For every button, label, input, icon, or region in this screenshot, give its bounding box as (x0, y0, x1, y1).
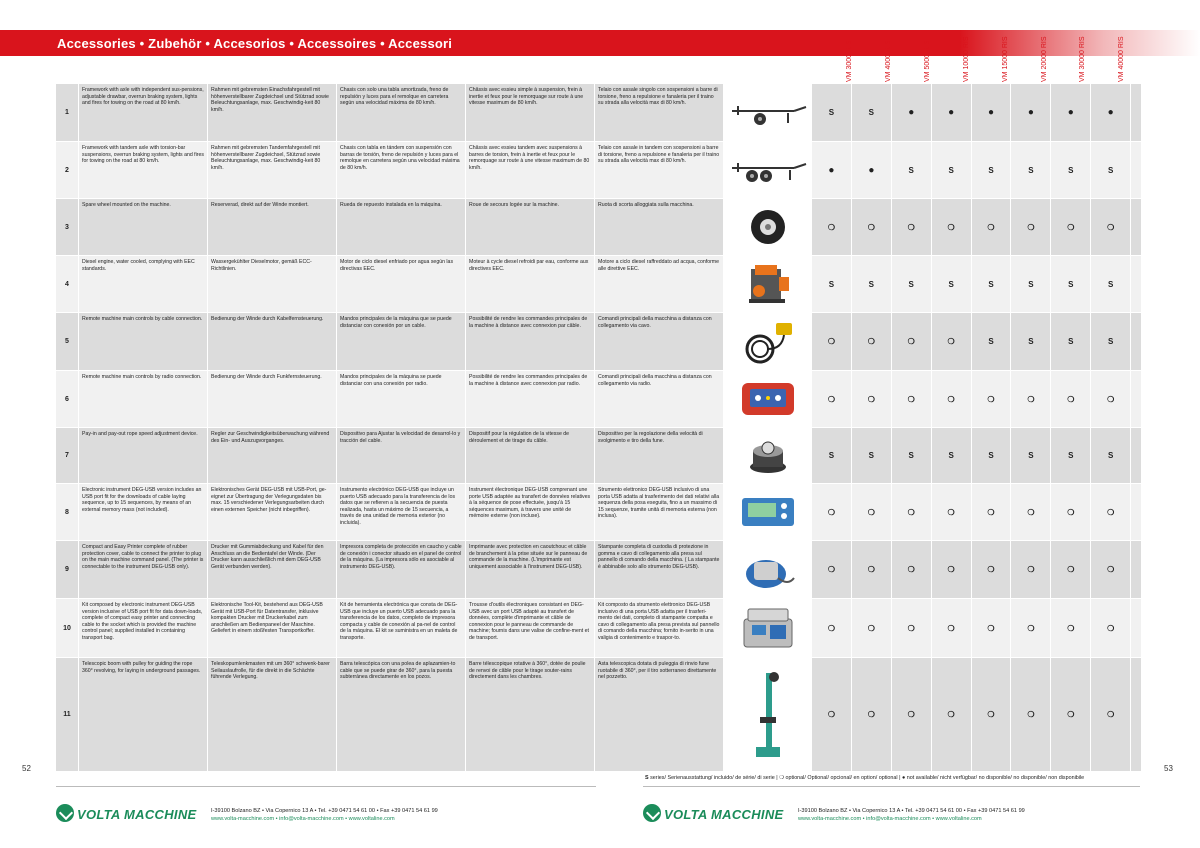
model-column-header (1026, 36, 1064, 82)
availability-cell: ❍ (972, 484, 1012, 540)
availability-cell: ❍ (1011, 658, 1051, 771)
description-es: Rueda de repuesto instalada en la máquina. (337, 199, 466, 255)
footer-address: I-39100 Bolzano BZ • Via Copernico 13 A • Tel. +39 0471 54 61 00 • Fax +39 0471 54 61 99 (211, 808, 438, 814)
description-fr: Trousse d'outils électroniques consistant en DEG-USB avec un port USB adapté au transfert de données, complète d'imprimante et câble de connexion pour le panneau de commande de machine; fournis dans une valise de confine-ment et de transport. (466, 599, 595, 657)
description-de: Drucker mit Gummiabdeckung und Kabel für den Anschluss an die Bedientafel der Winde. (Der Drucker kann ausschließlich mit dem DEG-USB Gerät verbunden werden). (208, 541, 337, 598)
availability-cell: ❍ (1091, 599, 1131, 657)
model-column-header (948, 36, 986, 82)
description-de: Regler zur Geschwindigkeitsüberwachung während des Ein- und Auszugvorganges. (208, 428, 337, 483)
legend-series-symbol: S (645, 775, 649, 781)
availability-cell: ❍ (1051, 199, 1091, 255)
table-row (56, 84, 1141, 142)
table-row (56, 142, 1141, 199)
description-de: Rahmen mit gebremsten Tandemfahrgestell mit höhenverstellbarer Zugdeichsel, Stützrad sowie Beleuchtungsanlage, max. Geschwindig-keit 80 km/h. (208, 142, 337, 198)
model-column-header (1064, 36, 1102, 82)
availability-cell: S (812, 428, 852, 483)
availability-cell: ❍ (1011, 541, 1051, 598)
description-it: Telaio con assale in tandem con sospensioni a barre di torsione, freno a repulsione e fanaleria per il traino su strada alla velocità max di 80 km/h. (595, 142, 724, 198)
footer-left (56, 802, 576, 830)
availability-cell: ● (1091, 84, 1131, 141)
availability-cell: ❍ (1091, 658, 1131, 771)
availability-cell: ● (1011, 84, 1051, 141)
table-row (56, 541, 1141, 599)
availability-cell: ❍ (812, 658, 852, 771)
model-name: VM 40000 RIS (1118, 36, 1126, 82)
availability-cell: S (852, 256, 892, 312)
description-en: Kit composed by electronic instrument DEG-USB version inclusive of USB port fit for data down-loads, complete of compact easy printer and connecting cable to the socket which is provided the machine control panel; supplied installed in containing transport bag. (79, 599, 208, 657)
description-en: Electronic instrument DEG-USB version includes an USB port fit for the downloads of cable laying sequence, up to 15 sequences, by means of an external memory mass (not included). (79, 484, 208, 540)
row-number: 10 (56, 599, 79, 657)
model-name: VM 20000 RIS (1040, 36, 1048, 82)
availability-cell: ● (1051, 84, 1091, 141)
availability-cell: ❍ (932, 658, 972, 771)
description-it: Strumento elettronico DEG-USB inclusivo di una porta USB adatta al trasferimento dei dati relativi alla sequenza della posa eseguita, fino a un massimo di 15 sequenze, tramite unità di memoria esterna (non inclusa). (595, 484, 724, 540)
page-number-left: 52 (22, 764, 31, 773)
availability-cell: ● (932, 84, 972, 141)
availability-cell: ❍ (1011, 599, 1051, 657)
availability-cell: ❍ (892, 541, 932, 598)
compact-printer-icon (724, 541, 812, 598)
description-it: Motore a ciclo diesel raffreddato ad acqua, conforme alle direttive EEC. (595, 256, 724, 312)
availability-cell: ● (972, 84, 1012, 141)
description-fr: Dispositif pour la régulation de la vitesse de déroulement et de tirage du câble. (466, 428, 595, 483)
description-it: Kit composto da strumento elettronico DEG-USB inclusivo di una porta USB adatta per il trasferi-mento dei dati, completo di stampante compatta e cavo di collegamento alla presa prevista sul pannello di comando della macchina; fornito in-serito in una valigia di contenimento e traspor-to. (595, 599, 724, 657)
availability-cell: ● (892, 84, 932, 141)
description-fr: Barre télescopique rotative à 360°, dotée de poulie de renvoi de câble pour le tirage souter-rains directement dans les chambres. (466, 658, 595, 771)
availability-cell: ❍ (932, 371, 972, 427)
availability-cell: S (892, 256, 932, 312)
availability-cell: S (1011, 428, 1051, 483)
availability-cell: ❍ (972, 199, 1012, 255)
availability-cell: ❍ (852, 313, 892, 370)
row-number: 6 (56, 371, 79, 427)
availability-cell: ❍ (852, 199, 892, 255)
description-fr: Imprimante avec protection en caoutchouc et câble de branchement à la prise située sur le panneau de commande de la machine. (L'imprimante est uniquement associable à l'instrument DEG-USB). (466, 541, 595, 598)
description-it: Comandi principali della macchina a distanza con collegamento via radio. (595, 371, 724, 427)
availability-cell: ❍ (1091, 484, 1131, 540)
availability-cell: ● (852, 142, 892, 198)
row-number: 2 (56, 142, 79, 198)
availability-cell: S (812, 256, 852, 312)
legend-optional-symbol: ❍ (779, 775, 784, 781)
tandem-axle-trailer-icon (724, 142, 812, 198)
availability-cell: S (1011, 142, 1051, 198)
description-en: Spare wheel mounted on the machine. (79, 199, 208, 255)
model-name: VM 15000 RIS (1001, 36, 1009, 82)
availability-cell: ❍ (812, 484, 852, 540)
description-es: Dispositivo para Ajustar la velocidad de desarrol-lo y tracción del cable. (337, 428, 466, 483)
availability-cell: S (932, 142, 972, 198)
availability-cell: ❍ (852, 658, 892, 771)
availability-cell: ❍ (1091, 371, 1131, 427)
description-it: Asta telescopica dotata di puleggia di rinvio fune ruotabile di 360°, per il tiro sotterraneo direttamente nel pozzetto. (595, 658, 724, 771)
availability-cell: ❍ (852, 371, 892, 427)
description-en: Framework with tandem axle with torsion-bar suspensions, overrun braking system, lights and fires for towing on the road at 80 km/h. (79, 142, 208, 198)
description-en: Framework with axle with independent sus-pensions, adjustable drawbar, overrun braking system, lights and fires for towing on the road at 80 km/h. (79, 84, 208, 141)
row-number: 4 (56, 256, 79, 312)
radio-remote-icon (724, 371, 812, 427)
legend-na-text: not available/ nicht verfügbar/ no disponible/ no disponible/ non disponibile (905, 775, 1085, 781)
availability-cell: ❍ (1051, 599, 1091, 657)
description-es: Barra telescópica con una polea de aplazamien-to cable que se puede girar de 360°, para la puesta subterránea directamente en los pozos. (337, 658, 466, 771)
description-es: Impresora completa de protección en caucho y cable de conexión i conector situado en el panel de control de la máquina. (La impresora sólo es asociable al instrumento DEG-USB). (337, 541, 466, 598)
availability-cell: ❍ (1051, 484, 1091, 540)
model-name: VM 3000 RIS (846, 40, 853, 82)
description-en: Compact and Easy Printer complete of rubber protection cover, cable to connect the printer to plug on the main machine command panel. (The printer is connectable to the instrument DEG-USB only). (79, 541, 208, 598)
model-column-header (987, 36, 1025, 82)
availability-cell: S (852, 428, 892, 483)
description-it: Comandi principali della macchina a distanza con collegamento via cavo. (595, 313, 724, 370)
model-name: VM 10000 RIS (962, 36, 970, 82)
availability-cell: ❍ (932, 313, 972, 370)
availability-cell: S (892, 142, 932, 198)
description-es: Mandos principales de la máquina que se puede distanciar con conexión por un cable. (337, 313, 466, 370)
legend-series-text: series/ Serienausstattung/ incluido/ de série/ di serie | (648, 775, 780, 781)
single-axle-trailer-icon (724, 84, 812, 141)
model-column-header (870, 40, 908, 82)
availability-cell: ❍ (932, 199, 972, 255)
volta-logo-icon (643, 804, 661, 822)
model-column-header (909, 40, 947, 82)
diesel-engine-icon (724, 256, 812, 312)
availability-cell: ❍ (932, 599, 972, 657)
availability-cell: ❍ (1011, 199, 1051, 255)
availability-cell: ❍ (892, 658, 932, 771)
availability-cell: ❍ (972, 599, 1012, 657)
row-number: 7 (56, 428, 79, 483)
description-de: Elektronisches Gerät DEG-USB mit USB-Port, ge-eignet zur Übertragung der Verlegungsdaten bis max. 15 verschiedener Verlegungsarbeiten durch einen externen Speicher (nicht inbegriffen). (208, 484, 337, 540)
availability-cell: ❍ (812, 541, 852, 598)
availability-cell: ❍ (1091, 199, 1131, 255)
availability-cell: S (1051, 428, 1091, 483)
availability-cell: ❍ (852, 484, 892, 540)
availability-cell: S (1091, 428, 1131, 483)
description-it: Telaio con assale singolo con sospensioni a barre di torsione, freno a repulsione e fanaleria per il traino su strada alla velocità max di 80 km/h. (595, 84, 724, 141)
telescopic-boom-icon (724, 658, 812, 771)
availability-cell: ❍ (1011, 484, 1051, 540)
availability-cell: ❍ (1051, 371, 1091, 427)
description-fr: Possibilité de rendre les commandes principales de la machine à distance avec connexion par radio. (466, 371, 595, 427)
availability-cell: ❍ (892, 599, 932, 657)
table-row (56, 658, 1141, 772)
availability-cell: ❍ (812, 599, 852, 657)
availability-cell: S (1091, 313, 1131, 370)
model-name: VM 5000 RIS (923, 40, 931, 82)
table-row (56, 313, 1141, 371)
model-column-header (831, 40, 869, 82)
description-de: Elektronische Tool-Kit, bestehend aus DEG-USB Gerät mit USB-Port für Datentransfer, inklusive kompakten Drucker mit Druckerkabel zum anschließen am Bedienpaneel der Maschine. Geliefert in einem stoßfesten Transportkoffer. (208, 599, 337, 657)
availability-cell: ❍ (812, 199, 852, 255)
footer-address: I-39100 Bolzano BZ • Via Copernico 13 A • Tel. +39 0471 54 61 00 • Fax +39 0471 54 61 99 (798, 808, 1025, 814)
availability-cell: S (1011, 256, 1051, 312)
description-es: Kit de herramienta electrónica que consta de DEG-USB que incluye un puerto USB adecuado para la transferencia de los datos, completo de impresora compacta y cable de conexión al pa-nel de control de la máquina. El kit se suministra en un maleta de transporte. (337, 599, 466, 657)
description-es: Chasis con tabla en tándem con suspensión con barras de torsión, freno de repulsión y luces para el remolque en carretera según una velocidad máxima de 80 km/h. (337, 142, 466, 198)
description-de: Wassergekühlter Dieselmotor, gemäß ECC-Richtlinien. (208, 256, 337, 312)
availability-cell: ❍ (812, 371, 852, 427)
deg-usb-instrument-icon (724, 484, 812, 540)
description-es: Chasis con solo una tabla amortizada, freno de repulsión y luces para el remolque en carretera según una velocidad máxima de 80 km/h. (337, 84, 466, 141)
footer-web: www.volta-macchine.com • info@volta-macchine.com • www.voltaline.com (798, 816, 982, 822)
description-it: Stampante completa di custodia di protezione in gomma e cavo di collegamento alla presa sul pannello di comando della macchina. ( La stampante è abbinabile solo allo strumento DEG-USB). (595, 541, 724, 598)
speed-adjuster-icon (724, 428, 812, 483)
description-en: Pay-in and pay-out rope speed adjustment device. (79, 428, 208, 483)
legend (645, 775, 1084, 781)
availability-cell: S (972, 256, 1012, 312)
table-row (56, 484, 1141, 541)
description-de: Bedienung der Winde durch Funkfernsteuerung. (208, 371, 337, 427)
footer-divider-left (56, 786, 596, 787)
availability-cell: S (1051, 142, 1091, 198)
table-row (56, 428, 1141, 484)
description-fr: Possibilité de rendre les commandes principales de la machine à distance avec connexion par câble. (466, 313, 595, 370)
row-number: 1 (56, 84, 79, 141)
availability-cell: ❍ (972, 371, 1012, 427)
row-number: 8 (56, 484, 79, 540)
availability-cell: ❍ (1051, 658, 1091, 771)
table-row (56, 371, 1141, 428)
description-es: Motor de ciclo diesel enfriado por agua según las directivas EEC. (337, 256, 466, 312)
availability-cell: ❍ (932, 541, 972, 598)
availability-cell: S (972, 142, 1012, 198)
cable-remote-icon (724, 313, 812, 370)
page-title: Accessories • Zubehör • Accesorios • Accessoires • Accessori (57, 36, 453, 51)
footer-web: www.volta-macchine.com • info@volta-macchine.com • www.voltaline.com (211, 816, 395, 822)
availability-cell: S (1051, 313, 1091, 370)
availability-cell: ❍ (892, 313, 932, 370)
footer-divider-right (643, 786, 1140, 787)
row-number: 5 (56, 313, 79, 370)
table-row (56, 256, 1141, 313)
model-name: VM 30000 RIS (1079, 36, 1087, 82)
description-de: Bedienung der Winde durch Kabelfernsteuerung. (208, 313, 337, 370)
availability-cell: ❍ (932, 484, 972, 540)
availability-cell: ❍ (812, 313, 852, 370)
description-es: Instrumento electrónico DEG-USB que incluye un puerto USB adecuado para la transferencia de los datos que se refieren a la secuencia de puesta realizada, hasta un máximo de 15 secuencia, a través de una unidad de memoria exterior (no incluida). (337, 484, 466, 540)
description-en: Diesel engine, water cooled, complying with EEC standards. (79, 256, 208, 312)
description-de: Teleskopumlenkmasten mit um 360° schwenk-barer Seilauslaufrolle, für die direkt in die Schächte führende Verlegung. (208, 658, 337, 771)
model-name: VM 4000 RIS (884, 40, 892, 82)
availability-cell: ❍ (852, 599, 892, 657)
availability-cell: S (892, 428, 932, 483)
description-fr: Moteur à cycle diesel refroidi par eau, conforme aux directives EEC. (466, 256, 595, 312)
brand-name: VOLTA MACCHINE (664, 807, 784, 822)
availability-cell: ❍ (1091, 541, 1131, 598)
legend-na-symbol: ● (901, 775, 906, 781)
availability-cell: S (972, 428, 1012, 483)
availability-cell: S (1051, 256, 1091, 312)
availability-cell: S (932, 256, 972, 312)
availability-cell: ❍ (892, 484, 932, 540)
availability-cell: ❍ (972, 658, 1012, 771)
description-de: Rahmen mit gebremsten Einachsfahrgestell mit höhenverstellbarer Zugdeichsel und Stützrad sowie Beleuchtungsanlage, max. Geschwindig-keit 80 km/h. (208, 84, 337, 141)
availability-cell: ❍ (1011, 371, 1051, 427)
availability-cell: ❍ (972, 541, 1012, 598)
availability-cell: ● (812, 142, 852, 198)
availability-cell: S (852, 84, 892, 141)
description-fr: Châssis avec essieu tandem avec suspensions à barres de torsion, frein à inertie et feux pour le remorquage sur route à une vitesse maximum de 80 km/h. (466, 142, 595, 198)
page-number-right: 53 (1164, 764, 1173, 773)
availability-cell: ❍ (892, 371, 932, 427)
description-fr: Châssis avec essieu simple à suspension, frein à inertie et feux pour le remorquage sur route à une vitesse maximum de 80 km/h. (466, 84, 595, 141)
row-number: 9 (56, 541, 79, 598)
footer-right (643, 802, 1163, 830)
electronic-kit-case-icon (724, 599, 812, 657)
description-en: Remote machine main controls by cable connection. (79, 313, 208, 370)
description-es: Mandos principales de la máquina se puede distanciar con una conexión por radio. (337, 371, 466, 427)
availability-cell: ❍ (1051, 541, 1091, 598)
table-row (56, 599, 1141, 658)
description-en: Telescopic boom with pulley for guiding the rope 360° revolving, for laying in underground passages. (79, 658, 208, 771)
availability-cell: S (1091, 142, 1131, 198)
spare-wheel-icon (724, 199, 812, 255)
availability-cell: S (1091, 256, 1131, 312)
table-row (56, 199, 1141, 256)
availability-cell: ❍ (892, 199, 932, 255)
availability-cell: S (812, 84, 852, 141)
row-number: 3 (56, 199, 79, 255)
footer-address-block (798, 807, 1025, 823)
availability-cell: S (972, 313, 1012, 370)
description-it: Dispositivo per la regolazione della velocità di svolgimento e tiro della fune. (595, 428, 724, 483)
description-fr: Roue de secours logée sur la machine. (466, 199, 595, 255)
description-fr: Instrument électronique DEG-USB comprenant une porte USB adaptée au transfert de données relatives à la séquence de pose effectuée, jusqu'à 15 séquences maximum, à travers une unité de mémoire externe (non incluse). (466, 484, 595, 540)
description-de: Reserverad, direkt auf der Winde montiert. (208, 199, 337, 255)
availability-cell: S (1011, 313, 1051, 370)
availability-cell: S (932, 428, 972, 483)
model-column-header (1103, 36, 1141, 82)
footer-address-block (211, 807, 438, 823)
availability-cell: ❍ (852, 541, 892, 598)
brand-name: VOLTA MACCHINE (77, 807, 197, 822)
legend-optional-text: optional/ Optional/ opcional/ en option/ optional | (784, 775, 902, 781)
volta-logo-icon (56, 804, 74, 822)
row-number: 11 (56, 658, 79, 771)
description-it: Ruota di scorta alloggiata sulla macchina. (595, 199, 724, 255)
description-en: Remote machine main controls by radio connection. (79, 371, 208, 427)
